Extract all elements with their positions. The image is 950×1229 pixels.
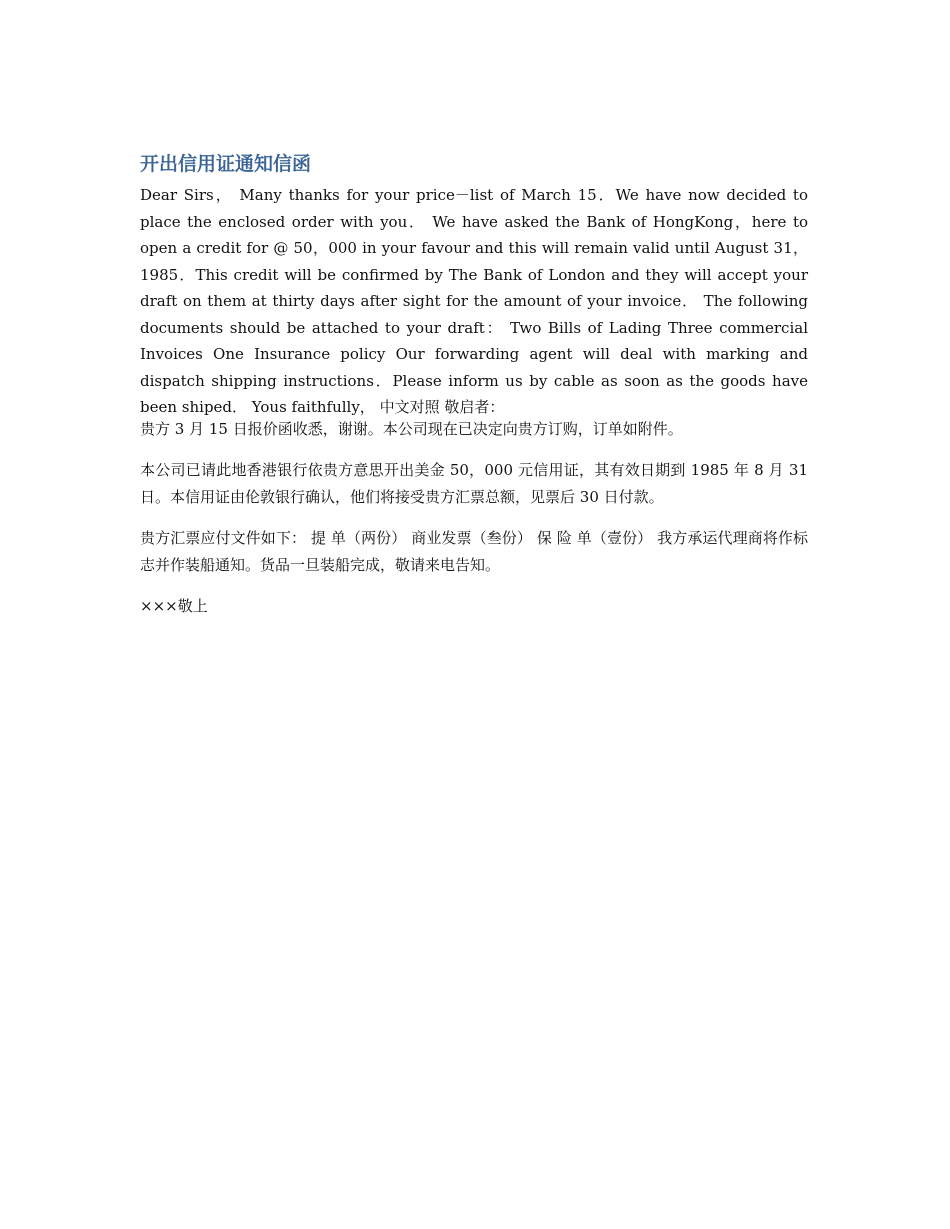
chinese-paragraph-3: 贵方汇票应付文件如下： 提 单（两份） 商业发票（叁份） 保 险 单（壹份） 我方承运代理商将作标志并作装船通知。货品一旦装船完成，敬请来电告知。	[140, 528, 808, 574]
paragraph-spacer	[140, 443, 808, 457]
english-letter-text: Dear Sirs， Many thanks for your price－list of March 15．We have now decided to place the enclosed order with you． We have asked the Bank of HongKong，here to open a credit for @ 50，000 in your favour and this will remain valid until August 31，1985．This credit will be confirmed by The Bank of London and they will accept your draft on them at thirty days after sight for the amount of your invoice． The following documents should be attached to your draft： Two Bills of Lading Three commercial Invoices One Insurance policy Our forwarding agent will deal with marking and dispatch shipping instructions．Please inform us by cable as soon as the goods have been shiped． Yous faithfully， 中文对照 敬启者：	[140, 186, 808, 416]
paragraph-spacer	[140, 579, 808, 593]
chinese-paragraph-1: 贵方 3 月 15 日报价函收悉，谢谢。本公司现在已决定向贵方订购，订单如附件。	[140, 419, 683, 438]
signature-line: ×××敬上	[140, 596, 208, 615]
chinese-paragraph-2: 本公司已请此地香港银行依贵方意思开出美金 50，000 元信用证，其有效日期到 1985 年 8 月 31 日。本信用证由伦敦银行确认，他们将接受贵方汇票总额，见票后 30 日付款。	[140, 460, 808, 506]
document-title: 开出信用证通知信函	[140, 153, 312, 175]
letter-page	[140, 150, 808, 620]
paragraph-spacer	[140, 511, 808, 525]
